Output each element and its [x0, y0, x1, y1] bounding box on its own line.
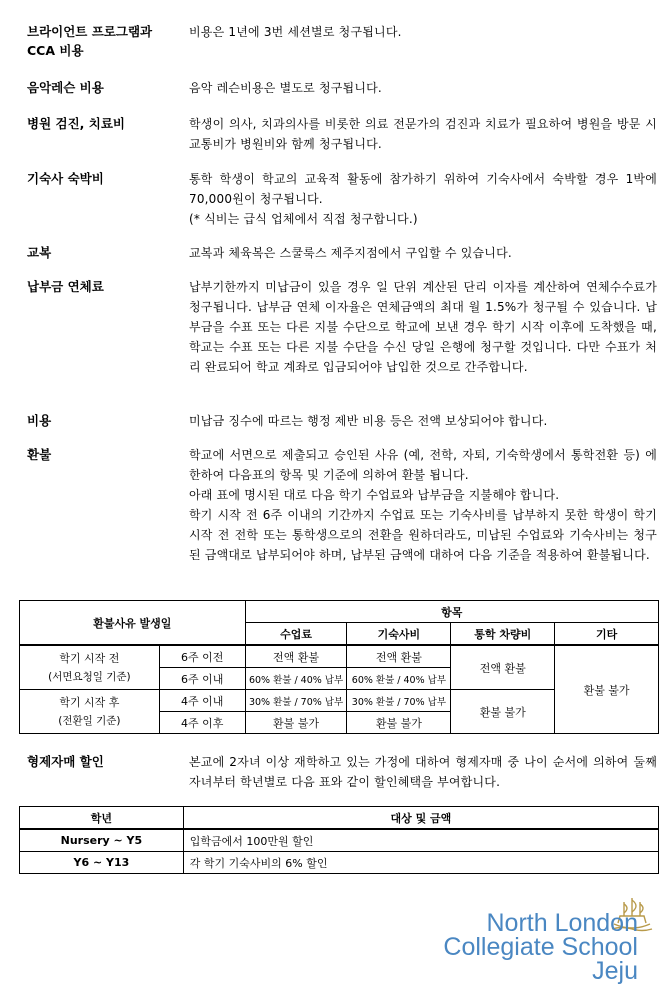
col-boarding: 기숙사비 [347, 623, 451, 646]
section-term: 교복 [27, 245, 52, 260]
logo-line: Jeju [592, 957, 638, 985]
description-line: 통학 학생이 학교의 교육적 활동에 참가하기 위하여 기숙사에서 숙박할 경우 1박에 70,000원이 청구됩니다. [189, 172, 657, 206]
section-description [189, 411, 657, 431]
section-description [189, 169, 657, 229]
section-term: 음악레슨 비용 [27, 80, 104, 95]
section-term: 비용 [27, 413, 52, 428]
logo-line: Collegiate School [443, 933, 638, 961]
before-start-label: 학기 시작 전 [59, 651, 120, 665]
bus-no-refund-cell: 환불 불가 [451, 690, 555, 734]
section-description [189, 22, 657, 42]
description-line: 교복과 체육복은 스쿨룩스 제주지점에서 구입할 수 있습니다. [189, 246, 512, 260]
description-line: 비용은 1년에 3번 세션별로 청구됩니다. [189, 25, 402, 39]
col-bus: 통학 차량비 [451, 623, 555, 646]
section-term: 환불 [27, 447, 52, 462]
after-start-sub: (전환일 기준) [58, 714, 121, 727]
amount-cell: 입학금에서 100만원 할인 [183, 829, 658, 852]
description-line: (* 식비는 급식 업체에서 직접 청구합니다.) [189, 212, 418, 226]
period-cell: 4주 이후 [159, 712, 245, 734]
period-cell: 6주 이내 [159, 668, 245, 690]
description-line: 아래 표에 명시된 대로 다음 학기 수업료와 납부금을 지불해야 합니다. [189, 488, 560, 502]
amount-cell: 각 학기 기숙사비의 6% 할인 [183, 852, 658, 874]
after-start-cell [20, 690, 160, 734]
description-line: 학기 시작 전 6주 이내의 기간까지 수업료 또는 기숙사비를 납부하지 못한 학생이 학기 시작 전 전학 또는 통학생으로의 전환을 원하더라도, 미납된 수업료와 기숙사비는 청구된 금액대로 납부되어야 하며, 납부된 금액에 대하여 다음 기준을 적용하여 환불됩니다. [189, 508, 657, 562]
table-row [20, 852, 659, 874]
bus-full-refund-cell: 전액 환불 [451, 645, 555, 690]
boarding-cell: 60% 환불 / 40% 납부 [347, 668, 451, 690]
description-line: 본교에 2자녀 이상 재학하고 있는 가정에 대하여 형제자매 중 나이 순서에 의하여 둘째 자녀부터 학년별로 다음 표와 같이 할인혜택을 부여합니다. [189, 755, 657, 789]
description-line: 미납금 징수에 따르는 행정 제반 비용 등은 전액 보상되어야 합니다. [189, 414, 548, 428]
section-term: 브라이언트 프로그램과 CCA 비용 [27, 24, 153, 58]
section-description [189, 78, 657, 98]
boarding-cell: 30% 환불 / 70% 납부 [347, 690, 451, 712]
before-start-sub: (서면요청일 기준) [48, 670, 131, 683]
boarding-cell: 전액 환불 [347, 645, 451, 668]
period-cell: 4주 이내 [159, 690, 245, 712]
description-line: 학생이 의사, 치과의사를 비롯한 의료 전문가의 검진과 치료가 필요하여 병원을 방문 시 교통비가 병원비와 함께 청구됩니다. [189, 117, 657, 151]
section-description [189, 445, 657, 565]
header-reason: 환불사유 발생일 [20, 601, 246, 646]
header-amount: 대상 및 금액 [183, 807, 658, 830]
grade-cell: Nursery ~ Y5 [20, 829, 184, 852]
col-other: 기타 [555, 623, 659, 646]
section-description [189, 277, 657, 377]
before-start-cell [20, 645, 160, 690]
after-start-label: 학기 시작 후 [59, 695, 120, 709]
section-description [189, 114, 657, 154]
section-term: 병원 검진, 치료비 [27, 116, 125, 131]
boarding-cell: 환불 불가 [347, 712, 451, 734]
logo-line: North London [486, 909, 638, 937]
header-grade: 학년 [20, 807, 184, 830]
description-line: 음악 레슨비용은 별도로 청구됩니다. [189, 81, 382, 95]
tuition-cell: 전액 환불 [245, 645, 347, 668]
tuition-cell: 환불 불가 [245, 712, 347, 734]
description-line: 납부기한까지 미납금이 있을 경우 일 단위 계산된 단리 이자를 계산하여 연체수수료가 청구됩니다. 납부금 연체 이자율은 연체금액의 최대 월 1.5%가 청구될 수 있습니다. 납부금을 수표 또는 다른 지불 수단으로 학교에 보낸 경우 학기 시작 이후에 도착했을 때, 학교는 수표 또는 다른 지불 수단을 수신 당일 은행에 청구할 것입니다. 다만 수표가 처리 완료되어 학교 계좌로 입금되어야 납입한 것으로 간주합니다. [189, 280, 657, 374]
section-description [189, 752, 657, 792]
tuition-cell: 30% 환불 / 70% 납부 [245, 690, 347, 712]
grade-cell: Y6 ~ Y13 [20, 852, 184, 874]
col-tuition: 수업료 [245, 623, 347, 646]
description-line: 학교에 서면으로 제출되고 승인된 사유 (예, 전학, 자퇴, 기숙학생에서 통학전환 등) 에 한하여 다음표의 항목 및 기준에 의하여 환불 됩니다. [189, 448, 657, 482]
section-term: 형제자매 할인 [27, 754, 104, 769]
table-row [20, 645, 659, 668]
section-term: 납부금 연체료 [27, 279, 104, 294]
section-term: 기숙사 숙박비 [27, 171, 104, 186]
period-cell: 6주 이전 [159, 645, 245, 668]
refund-table [19, 600, 659, 734]
sibling-discount-table [19, 806, 659, 874]
section-description [189, 243, 657, 263]
other-no-refund-cell: 환불 불가 [555, 645, 659, 734]
header-items: 항목 [245, 601, 658, 623]
school-logo [443, 890, 660, 985]
tuition-cell: 60% 환불 / 40% 납부 [245, 668, 347, 690]
table-row [20, 829, 659, 852]
